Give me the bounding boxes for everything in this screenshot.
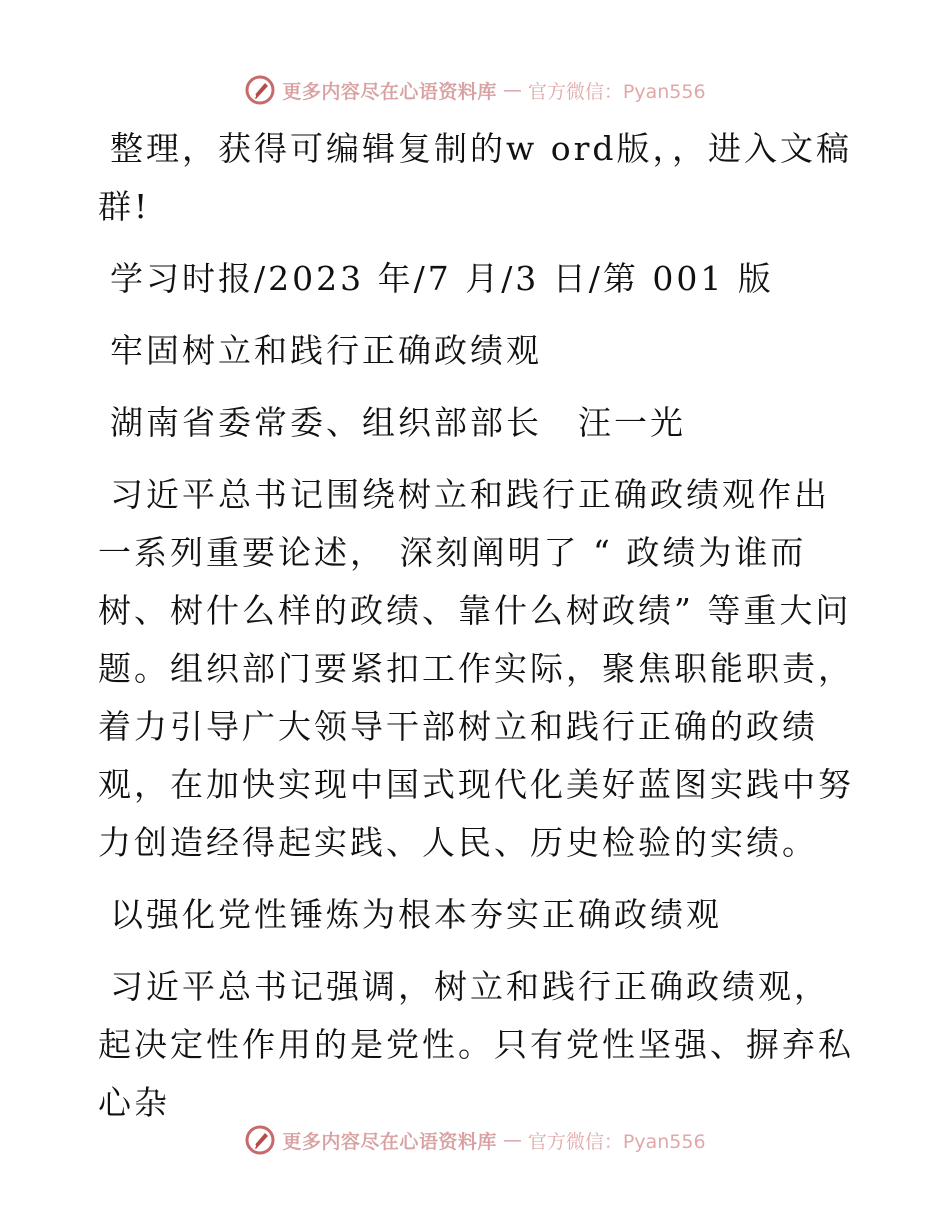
header-watermark (0, 68, 950, 112)
watermark-sub-text: 官方微信：Pyan556 (527, 80, 706, 103)
document-body (98, 120, 858, 1132)
watermark-main-text: 更多内容尽在心语资料库 (282, 1130, 497, 1153)
watermark-main-text: 更多内容尽在心语资料库 (282, 80, 497, 103)
footer-watermark (0, 1118, 950, 1162)
red-pen-circle-logo-icon (244, 74, 276, 106)
article-title: 牢固树立和践行正确政绩观 (110, 331, 542, 370)
body-paragraph-1: 习近平总书记围绕树立和践行正确政绩观作出一系列重要论述， 深刻阐明了 “ 政绩为谁而树、树什么样的政绩、靠什么树政绩” 等重大问题。组织部门要紧扣工作实际，聚焦职能职责，着力引导广大领导干部树立和践行正确的政绩观，在加快实现中国式现代化美好蓝图实践中努力创造经得起实践、人民、历史检验的实绩。 (98, 475, 854, 862)
section-heading-1: 以强化党性锤炼为根本夯实正确政绩观 (110, 895, 722, 934)
watermark-sub-text: 官方微信：Pyan556 (527, 1130, 706, 1153)
watermark-separator: — (502, 79, 522, 101)
watermark-separator: — (502, 1129, 522, 1151)
watermark (244, 74, 705, 106)
body-paragraph-2: 习近平总书记强调，树立和践行正确政绩观，起决定性作用的是党性。只有党性坚强、摒弃私心杂 (98, 967, 854, 1122)
source-line: 学习时报/2023 年/7 月/3 日/第 001 版 (110, 259, 774, 298)
watermark-footer (244, 1124, 705, 1156)
red-pen-circle-logo-icon (244, 1124, 276, 1156)
author-line: 湖南省委常委、组织部部长 汪一光 (110, 403, 686, 442)
intro-paragraph: 整理，获得可编辑复制的w ord版，，进入文稿群! (98, 129, 853, 226)
